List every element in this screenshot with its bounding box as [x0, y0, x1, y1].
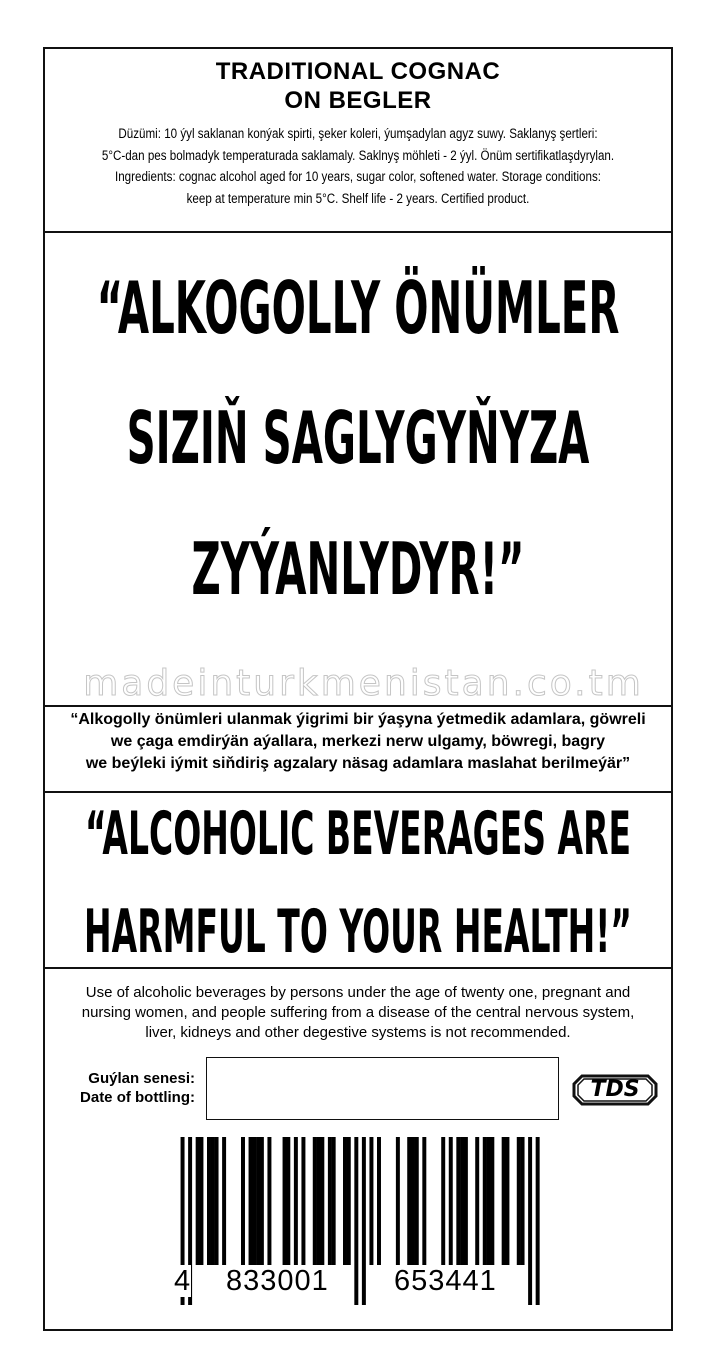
- barcode-left-digits: 833001: [226, 1265, 329, 1297]
- barcode-first-digit: 4: [174, 1265, 192, 1297]
- barcode-bar: [294, 1137, 298, 1265]
- bottling-label-tk: Guýlan senesi:: [88, 1070, 195, 1087]
- barcode-bar: [328, 1137, 332, 1265]
- barcode-bar: [347, 1137, 351, 1265]
- barcode-bar: [377, 1137, 381, 1265]
- bottling-label-en: Date of bottling:: [80, 1089, 195, 1106]
- barcode-bar: [456, 1137, 460, 1265]
- barcode-bar: [362, 1137, 366, 1305]
- barcode-bar: [215, 1137, 219, 1265]
- warning-tk-line: “ALKOGOLLY ÖNÜMLER: [96, 266, 620, 350]
- warning-tk-section: [45, 267, 671, 610]
- barcode-bar: [536, 1137, 540, 1305]
- barcode-bar: [249, 1137, 253, 1265]
- barcode-bar: [460, 1137, 464, 1265]
- barcode-bar: [222, 1137, 226, 1265]
- usage-en: [45, 983, 671, 1043]
- usage-en-line: nursing women, and people suffering from a disease of the central nervous system,: [81, 1004, 635, 1021]
- barcode-bar: [464, 1137, 468, 1265]
- barcode-bar: [267, 1137, 271, 1265]
- warning-tk-line: SIZIŇ SAGLYGYŇYZA: [126, 396, 590, 480]
- notice-tk: [45, 709, 671, 775]
- product-subtitle: ON BEGLER: [284, 87, 432, 114]
- barcode-bar: [211, 1137, 215, 1265]
- divider: [45, 791, 671, 793]
- notice-tk-line: we çaga emdirýän aýallara, merkezi nerw ulgamy, böwregi, bagry: [110, 733, 606, 750]
- barcode-bar: [283, 1137, 287, 1265]
- divider: [45, 967, 671, 969]
- barcode-bar: [411, 1137, 415, 1265]
- product-label: [43, 47, 673, 1331]
- barcode-bar: [490, 1137, 494, 1265]
- composition-line: 5°C-dan pes bolmadyk temperaturada saklamaly. Saklnyş möhleti - 2 ýyl. Önüm sertifikatlaşdyrylan.: [101, 147, 615, 163]
- barcode-bar: [320, 1137, 324, 1265]
- barcode-bar: [396, 1137, 400, 1265]
- warning-en-section: [45, 799, 671, 967]
- barcode-bar: [199, 1137, 203, 1265]
- barcode-bar: [196, 1137, 200, 1265]
- notice-tk-line: “Alkogolly önümleri ulanmak ýigrimi bir ýaşyna ýetmedik adamlara, göwreli: [70, 711, 646, 728]
- barcode-bar: [332, 1137, 336, 1265]
- barcode-bar: [256, 1137, 260, 1265]
- barcode-bar: [252, 1137, 256, 1265]
- bottling-date-labels: [45, 1069, 195, 1107]
- barcode-bar: [505, 1137, 509, 1265]
- barcode-bar: [528, 1137, 532, 1305]
- barcode-bar: [369, 1137, 373, 1265]
- composition-line: Düzümi: 10 ýyl saklanan konýak spirti, şeker koleri, ýumşadylan agyz suwy. Saklanyş şertleri:: [118, 126, 598, 141]
- composition-text: [45, 123, 671, 209]
- composition-line: keep at temperature min 5°C. Shelf life - 2 years. Certified product.: [186, 190, 530, 206]
- barcode-bar: [517, 1137, 521, 1265]
- barcode-bar: [487, 1137, 491, 1265]
- notice-tk-line: we beýleki iýmit siňdiriş agzalary näsag adamlara maslahat berilmeýär”: [85, 755, 631, 772]
- warning-en-line: “ALCOHOLIC BEVERAGES ARE: [84, 799, 632, 869]
- barcode-bar: [502, 1137, 506, 1265]
- barcode-bar: [207, 1137, 211, 1265]
- divider: [45, 231, 671, 233]
- bottling-date-field: [206, 1057, 559, 1120]
- barcode-bar: [475, 1137, 479, 1265]
- warning-tk-line: ZYÝANLYDYR!”: [191, 527, 525, 611]
- warning-en-line: HARMFUL TO YOUR HEALTH!”: [84, 897, 632, 967]
- product-title: TRADITIONAL COGNAC: [215, 58, 501, 85]
- composition-line: Ingredients: cognac alcohol aged for 10 years, sugar color, softened water. Storage conditions:: [114, 169, 601, 184]
- barcode-bar: [241, 1137, 245, 1265]
- watermark: madeinturkmenistan.co.tm: [83, 663, 644, 704]
- barcode-bar: [343, 1137, 347, 1265]
- barcode-right-digits: 653441: [394, 1265, 497, 1297]
- tds-logo: [570, 1073, 660, 1107]
- header-section: [45, 57, 671, 209]
- barcode-bar: [313, 1137, 317, 1265]
- barcode-bar: [407, 1137, 411, 1265]
- barcode-bar: [449, 1137, 453, 1265]
- barcode-bar: [483, 1137, 487, 1265]
- barcode-bar: [317, 1137, 321, 1265]
- usage-en-line: Use of alcoholic beverages by persons under the age of twenty one, pregnant and: [85, 984, 631, 1001]
- barcode-bar: [260, 1137, 264, 1265]
- tds-logo-text: TDS: [590, 1077, 640, 1102]
- barcode-bar: [301, 1137, 305, 1265]
- barcode-bar: [441, 1137, 445, 1265]
- usage-en-line: liver, kidneys and other degestive systems is not recommended.: [145, 1024, 571, 1041]
- barcode-bar: [354, 1137, 358, 1305]
- barcode-bar: [422, 1137, 426, 1265]
- barcode-bar: [286, 1137, 290, 1265]
- divider: [45, 705, 671, 707]
- barcode-bar: [521, 1137, 525, 1265]
- barcode-bar: [415, 1137, 419, 1265]
